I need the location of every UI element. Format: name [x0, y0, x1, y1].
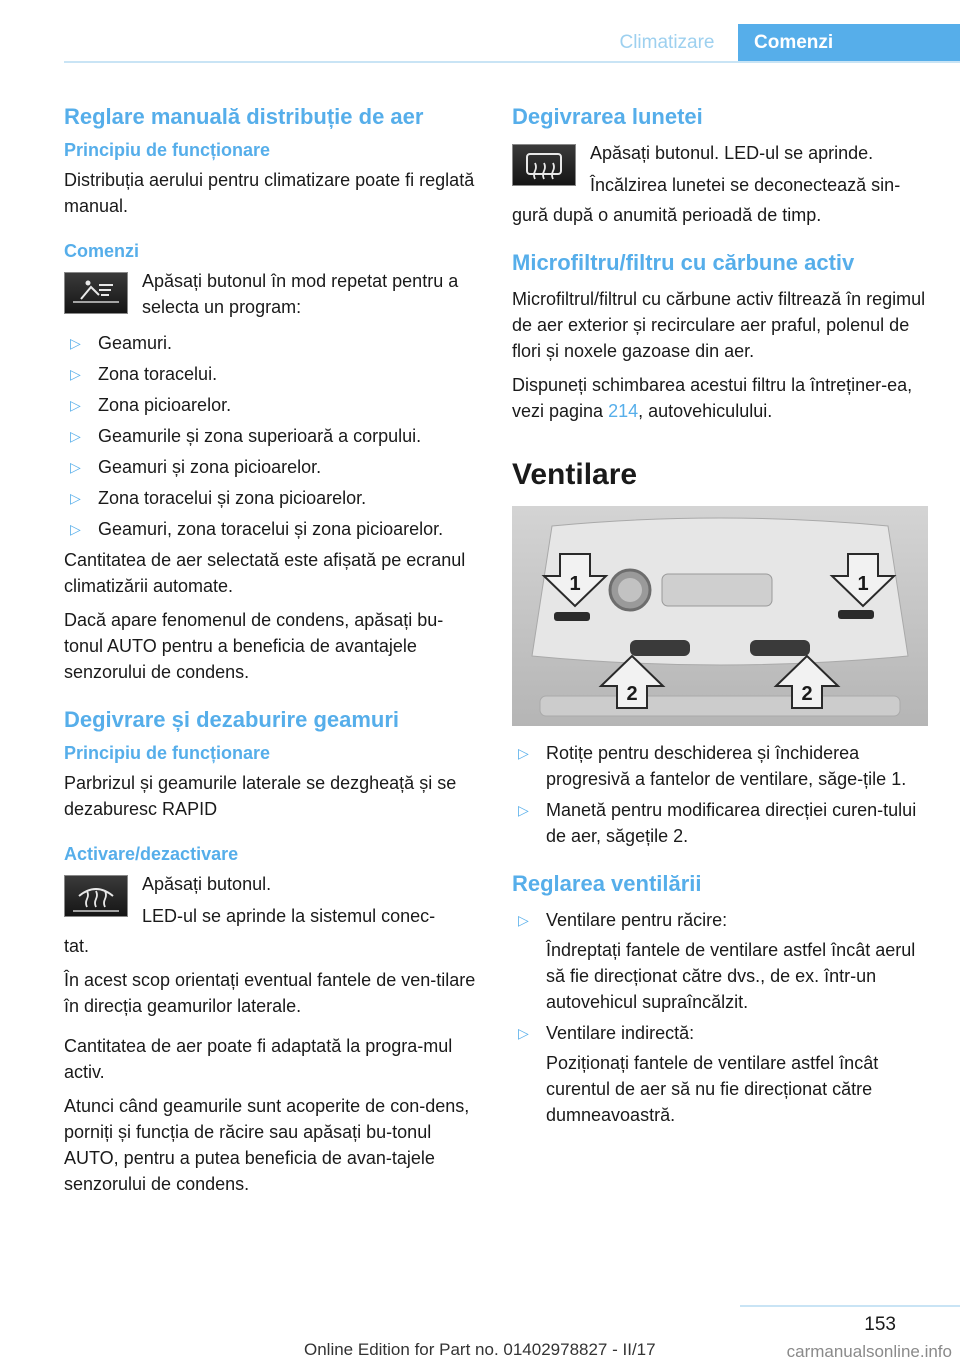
air-distribution-icon [64, 272, 128, 314]
triangle-bullet-icon: ▷ [518, 745, 529, 761]
heading-rear-defrost: Degivrarea lunetei [512, 104, 703, 129]
heading-principle-1: Principiu de funcționare [64, 140, 271, 160]
text-covered-windows: Atunci când geamurile sunt acoperite de con-dens, porniți și funcția de răcire sau apăsați bu-tonul AUTO, pentru a putea beneficia de avan-tajele senzorului de condens. [64, 1096, 470, 1194]
figure-label-1-left: 1 [569, 573, 581, 595]
text-orient-vents: În acest scop orientați eventual fantele de ven-tilare în direcția geamurilor laterale. [64, 970, 476, 1016]
footer-rule [740, 1305, 960, 1307]
text-microfilter: Microfiltrul/filtrul cu cărbune activ filtrează în regimul de aer exterior și recirculare aer praful, polenul de flori și noxele gazoase din aer. [512, 289, 926, 361]
list-item: ▷ Geamuri. [64, 330, 480, 356]
edition-note: Online Edition for Part no. 01402978827 - II/17 [304, 1340, 656, 1359]
triangle-bullet-icon: ▷ [70, 366, 81, 382]
triangle-bullet-icon: ▷ [70, 490, 81, 506]
heading-activate: Activare/dezactivare [64, 844, 239, 864]
vent-items-list [512, 740, 928, 849]
rear-window-defrost-icon [512, 144, 576, 186]
air-distribution-button-block [64, 268, 480, 320]
text-air-amount: Cantitatea de aer selectată este afișată pe ecranul climatizării automate. [64, 550, 466, 596]
figure-label-2-right: 2 [801, 683, 813, 705]
heading-principle-2: Principiu de funcționare [64, 743, 271, 763]
heading-microfilter: Microfiltru/filtru cu cărbune activ [512, 250, 855, 275]
triangle-bullet-icon: ▷ [518, 912, 529, 928]
header-rule [64, 61, 960, 63]
text-service: Dispuneți schimbarea acestui filtru la întreținer-ea, vezi pagina 214, autovehiculului. [512, 375, 913, 421]
adjust-items-list [512, 907, 928, 1128]
right-column [512, 100, 928, 1133]
page-reference-link[interactable]: 214 [608, 401, 639, 421]
page-number: 153 [864, 1314, 896, 1335]
list-item [512, 1020, 928, 1128]
heading-manual-distribution: Reglare manuală distribuție de aer [64, 104, 424, 129]
text-rear-heating-cont: gură după o anumită perioadă de timp. [512, 205, 822, 225]
triangle-bullet-icon: ▷ [518, 802, 529, 818]
heading-adjust-ventilation: Reglarea ventilării [512, 871, 702, 896]
list-item: ▷ Zona picioarelor. [64, 392, 480, 418]
text-press-repeatedly: Apăsați butonul în mod repetat pentru a selecta un program: [142, 271, 459, 317]
figure-label-1-right: 1 [857, 573, 869, 595]
list-item: ▷ Geamuri și zona picioarelor. [64, 454, 480, 480]
adjust-item-text: Poziționați fantele de ventilare astfel încât curentul de aer să nu fie direcționat către dumneavoastră. [546, 1053, 879, 1125]
adjust-item-title: Ventilare indirectă: [546, 1023, 695, 1043]
list-item: ▷ Rotițe pentru deschiderea și închiderea progresivă a fantelor de ventilare, săge-țile 1. [512, 740, 928, 792]
header-active-tab[interactable]: Comenzi [738, 24, 960, 61]
text-condens: Dacă apare fenomenul de condens, apăsați bu-tonul AUTO pentru a beneficia de avantajele senzorului de condens. [64, 610, 444, 682]
dashboard-vents-figure [512, 506, 928, 726]
heading-defrost: Degivrare și dezaburire geamuri [64, 707, 400, 732]
list-item: ▷ Zona toracelui și zona picioarelor. [64, 485, 480, 511]
left-column [64, 100, 480, 1205]
adjust-item-title: Ventilare pentru răcire: [546, 910, 728, 930]
text-led-on: LED-ul se aprinde la sistemul conec- [142, 906, 436, 926]
text-rear-press: Apăsați butonul. LED-ul se aprinde. [590, 143, 874, 163]
list-item: ▷ Zona toracelui. [64, 361, 480, 387]
list-item [512, 907, 928, 1015]
windshield-defrost-icon [64, 875, 128, 917]
triangle-bullet-icon: ▷ [70, 397, 81, 413]
triangle-bullet-icon: ▷ [70, 335, 81, 351]
text-principle-2: Parbrizul și geamurile laterale se dezgheață și se dezaburesc RAPID [64, 773, 457, 819]
text-adapt-amount: Cantitatea de aer poate fi adaptată la progra-mul activ. [64, 1036, 453, 1082]
text-press-button: Apăsați butonul. [142, 874, 272, 894]
heading-controls: Comenzi [64, 241, 140, 261]
triangle-bullet-icon: ▷ [70, 459, 81, 475]
triangle-bullet-icon: ▷ [70, 521, 81, 537]
adjust-item-text: Îndreptați fantele de ventilare astfel încât aerul să fie direcționat către dvs., de ex. într-un autovehicul supraîncălzit. [546, 940, 916, 1012]
list-item: ▷ Manetă pentru modificarea direcției curen-tului de aer, săgețile 2. [512, 797, 928, 849]
header-section-label[interactable]: Climatizare [619, 32, 715, 53]
rear-defrost-button-block [512, 140, 928, 198]
triangle-bullet-icon: ▷ [518, 1025, 529, 1041]
watermark: carmanualsonline.info [786, 1342, 952, 1361]
list-item: ▷ Geamuri, zona toracelui și zona picioarelor. [64, 516, 480, 542]
text-led-on-cont: tat. [64, 936, 90, 956]
triangle-bullet-icon: ▷ [70, 428, 81, 444]
list-item: ▷ Geamurile și zona superioară a corpului. [64, 423, 480, 449]
text-principle-1: Distribuția aerului pentru climatizare poate fi reglată manual. [64, 170, 475, 216]
defrost-button-block [64, 871, 480, 929]
text-rear-heating: Încălzirea lunetei se deconectează sin- [590, 175, 901, 195]
heading-ventilation: Ventilare [512, 458, 638, 491]
figure-label-2-left: 2 [626, 683, 638, 705]
program-list [64, 330, 480, 542]
